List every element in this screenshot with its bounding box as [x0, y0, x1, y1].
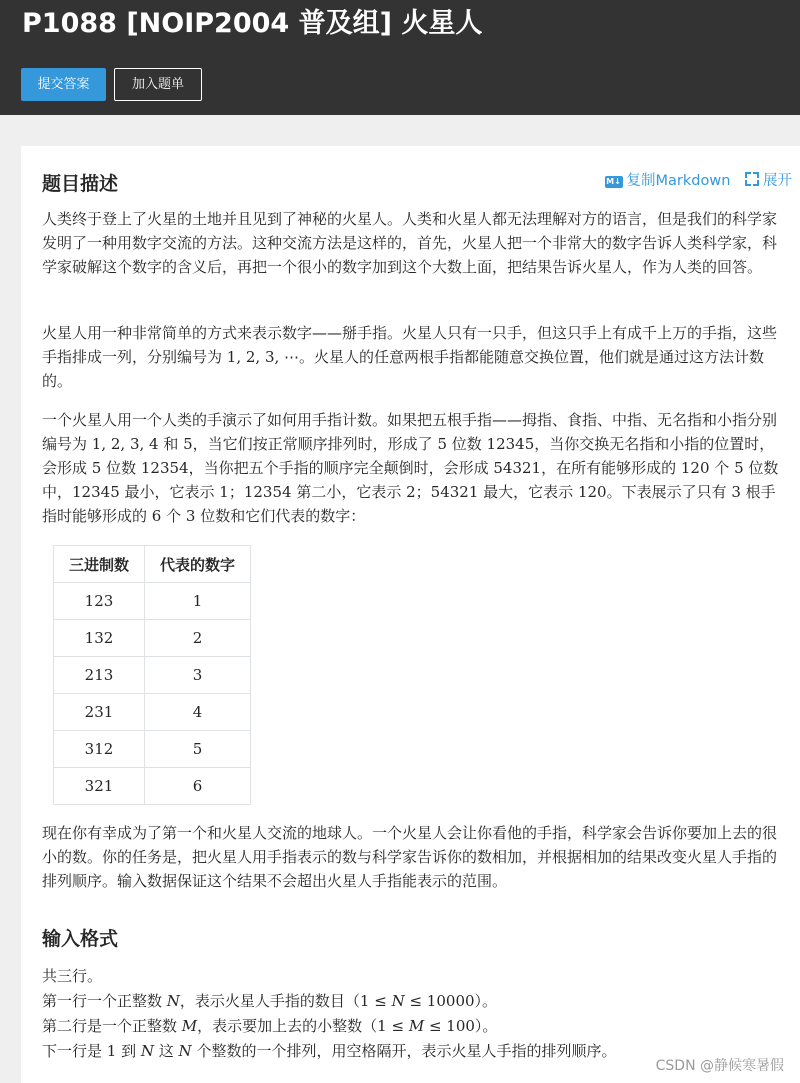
- expand-label: 展开: [763, 173, 792, 189]
- table-cell: 123: [54, 583, 145, 620]
- table-row: [54, 731, 251, 768]
- table-row: [54, 768, 251, 805]
- table-cell: 321: [54, 768, 145, 805]
- input-format-body: [42, 964, 616, 1064]
- table-row: [54, 694, 251, 731]
- input-line-4: 下一行是 1 到 N 这 N 个整数的一个排列，用空格隔开，表示火星人手指的排列顺序。: [42, 1042, 617, 1060]
- expand-link[interactable]: [735, 173, 792, 189]
- table-cell: 2: [145, 620, 251, 657]
- ternary-table: [53, 545, 251, 805]
- table-cell: 3: [145, 657, 251, 694]
- copy-markdown-label: 复制Markdown: [626, 173, 731, 189]
- description-paragraph-4: 现在你有幸成为了第一个和火星人交流的地球人。一个火星人会让你看他的手指，科学家会告诉你要加上去的很小的数。你的任务是，把火星人用手指表示的数与科学家告诉你的数相加，并根据相加的结果改变火星人手指的排列顺序。输入数据保证这个结果不会超出火星人手指能表示的范围。: [42, 824, 778, 890]
- copy-markdown-link[interactable]: [605, 173, 731, 189]
- input-line-3: 第二行是一个正整数 M，表示要加上去的小整数（1 ≤ M ≤ 100）。: [42, 1017, 498, 1035]
- table-cell: 5: [145, 731, 251, 768]
- problem-title: P1088 [NOIP2004 普及组] 火星人: [22, 8, 483, 39]
- description-heading: 题目描述: [42, 173, 119, 195]
- add-to-list-button[interactable]: 加入题单: [114, 68, 202, 101]
- description-paragraph-2: 火星人用一种非常简单的方式来表示数字——掰手指。火星人只有一只手，但这只手上有成千上万的手指，这些手指排成一列，分别编号为 1, 2, 3, ⋯。火星人的任意两根手指都能随意交换位置，他们就是通过这方法计数的。: [42, 324, 778, 390]
- table-cell: 6: [145, 768, 251, 805]
- table-cell: 231: [54, 694, 145, 731]
- toolbar: [605, 171, 793, 191]
- table-header-ternary: 三进制数: [54, 546, 145, 583]
- watermark: CSDN @静候寒暑假: [655, 1058, 784, 1074]
- table-cell: 4: [145, 694, 251, 731]
- input-line-1: 共三行。: [42, 967, 103, 985]
- table-header-row: [54, 546, 251, 583]
- input-line-2: 第一行一个正整数 N，表示火星人手指的数目（1 ≤ N ≤ 10000）。: [42, 992, 498, 1010]
- description-paragraph-3: 一个火星人用一个人类的手演示了如何用手指计数。如果把五根手指——拇指、食指、中指、无名指和小指分别编号为 1, 2, 3, 4 和 5，当它们按正常顺序排列时，形成了 5 位数 12345，当你交换无名指和小指的位置时，会形成 5 位数 12354，当你把五个手指的顺序完全颠倒时，会形成 54321，在所有能够形成的 120 个 5 位数中，12345 最小，它表示 1；12354 第二小，它表示 2；54321 最大，它表示 120。下表展示了只有 3 根手指时能够形成的 6 个 3 位数和它们代表的数字：: [42, 411, 779, 525]
- table-cell: 213: [54, 657, 145, 694]
- table-header-value: 代表的数字: [145, 546, 251, 583]
- math-inline: 1, 2, 3, ⋯: [226, 348, 300, 366]
- table-row: [54, 620, 251, 657]
- table-row: [54, 657, 251, 694]
- table-cell: 1: [145, 583, 251, 620]
- description-paragraph-1: 人类终于登上了火星的土地并且见到了神秘的火星人。人类和火星人都无法理解对方的语言，但是我们的科学家发明了一种用数字交流的方法。这种交流方法是这样的，首先，火星人把一个非常大的数字告诉人类科学家，科学家破解这个数字的含义后，再把一个很小的数字加到这个大数上面，把结果告诉火星人，作为人类的回答。: [42, 210, 778, 276]
- table-row: [54, 583, 251, 620]
- table-cell: 132: [54, 620, 145, 657]
- problem-card: [21, 146, 800, 1083]
- expand-icon: [745, 172, 759, 186]
- submit-answer-button[interactable]: 提交答案: [21, 68, 106, 101]
- problem-header: [0, 0, 800, 115]
- input-format-heading: 输入格式: [42, 928, 119, 950]
- table-cell: 312: [54, 731, 145, 768]
- markdown-icon: M↓: [606, 177, 621, 186]
